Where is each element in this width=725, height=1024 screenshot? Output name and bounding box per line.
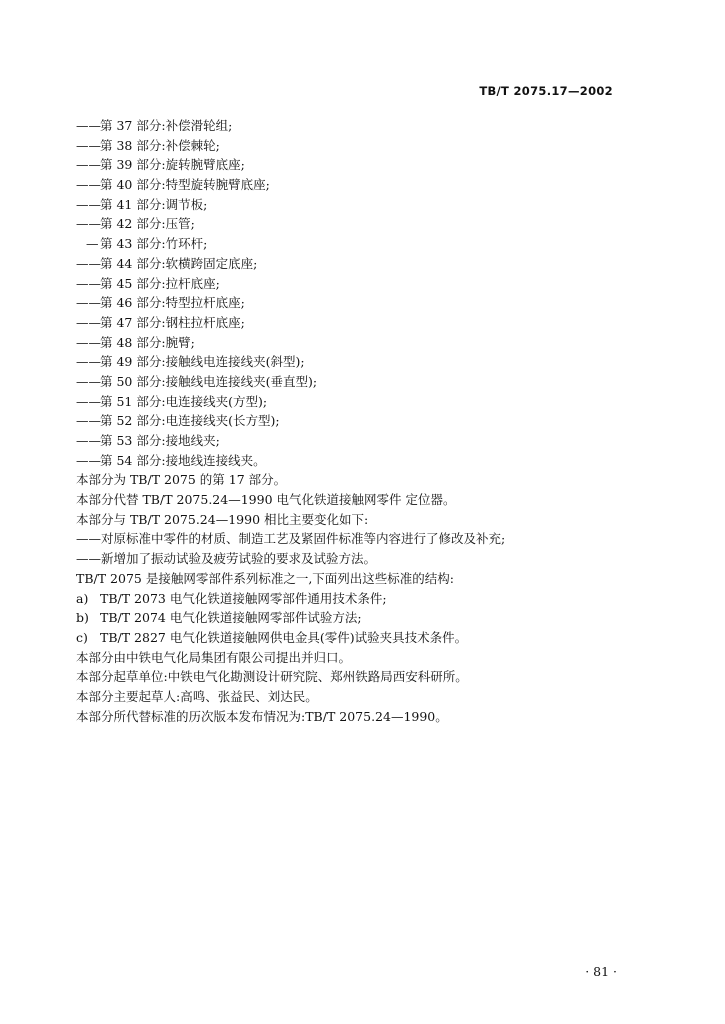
paragraph-proposer: 本部分由中铁电气化局集团有限公司提出并归口。	[76, 649, 352, 665]
change-item: ——新增加了振动试验及疲劳试验的要求及试验方法。	[76, 551, 377, 567]
paragraph-drafters: 本部分主要起草人:高鸣、张益民、刘达民。	[76, 688, 318, 704]
series-item-c: c) TB/T 2827 电气化铁道接触网供电金具(零件)试验夹具技术条件。	[76, 629, 468, 645]
list-item: ——第 40 部分:特型旋转腕臂底座;	[76, 177, 270, 193]
list-item: ——第 38 部分:补偿棘轮;	[76, 137, 220, 153]
list-item: ——第 47 部分:钢柱拉杆底座;	[76, 314, 245, 330]
list-item: ——第 53 部分:接地线夹;	[76, 433, 220, 448]
page-number: · 81 ·	[585, 964, 617, 979]
list-item: ——第 51 部分:电连接线夹(方型);	[76, 393, 268, 409]
list-item: ——第 44 部分:软横跨固定底座;	[76, 255, 258, 271]
series-item-b: b) TB/T 2074 电气化铁道接触网零部件试验方法;	[76, 610, 362, 626]
change-item: ——对原标准中零件的材质、制造工艺及紧固件标准等内容进行了修改及补充;	[76, 531, 506, 547]
parts-list	[76, 116, 636, 470]
list-item: ——第 42 部分:压管;	[76, 216, 195, 232]
list-item: ——第 49 部分:接触线电连接线夹(斜型);	[76, 354, 305, 370]
list-item: ——第 37 部分:补偿滑轮组;	[76, 118, 233, 133]
list-item: ——第 45 部分:拉杆底座;	[76, 275, 220, 291]
list-item: ——第 39 部分:旋转腕臂底座;	[76, 157, 245, 173]
series-item-a: a) TB/T 2073 电气化铁道接触网零部件通用技术条件;	[76, 590, 387, 606]
list-item: ——第 48 部分:腕臂;	[76, 334, 195, 350]
paragraph-history: 本部分所代替标准的历次版本发布情况为:TB/T 2075.24—1990。	[76, 708, 448, 724]
paragraph-drafting-units: 本部分起草单位:中铁电气化勘测设计研究院、郑州铁路局西安科研所。	[76, 669, 468, 685]
paragraph-series-intro: TB/T 2075 是接触网零部件系列标准之一,下面列出这些标准的结构:	[76, 570, 455, 586]
list-item: — 第 43 部分:竹环杆;	[86, 236, 208, 252]
paragraph-changes-intro: 本部分与 TB/T 2075.24—1990 相比主要变化如下:	[76, 511, 369, 527]
list-item: ——第 41 部分:调节板;	[76, 196, 208, 212]
list-item: ——第 46 部分:特型拉杆底座;	[76, 295, 245, 311]
list-item: ——第 52 部分:电连接线夹(长方型);	[76, 413, 280, 429]
document-body	[76, 116, 636, 726]
list-item: ——第 54 部分:接地线连接线夹。	[76, 452, 266, 468]
standard-code-header: TB/T 2075.17—2002	[479, 84, 613, 98]
paragraph-part-number: 本部分为 TB/T 2075 的第 17 部分。	[76, 472, 287, 488]
paragraph-replaces: 本部分代替 TB/T 2075.24—1990 电气化铁道接触网零件 定位器。	[76, 492, 456, 508]
list-item: ——第 50 部分:接触线电连接线夹(垂直型);	[76, 373, 318, 389]
